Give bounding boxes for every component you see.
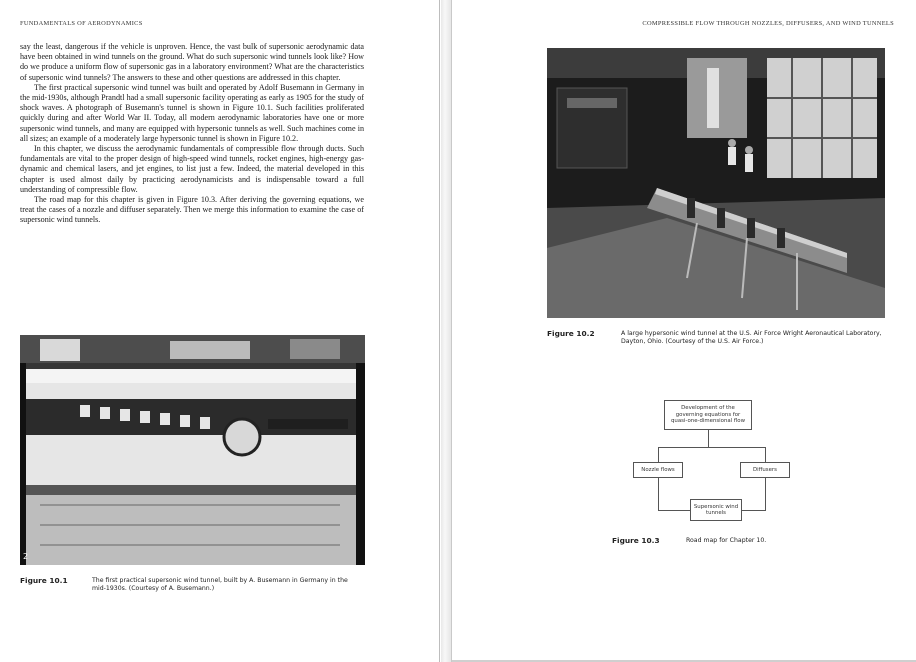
figure-10-2-caption xyxy=(547,330,885,350)
figure-10-2-photo xyxy=(547,48,885,318)
connector-line xyxy=(658,510,690,511)
figure-label: Figure 10.3 xyxy=(612,536,660,545)
road-map-diagram xyxy=(620,395,810,535)
figure-10-1-photo xyxy=(20,335,365,565)
caption-text: The first practical supersonic wind tunnel, built by A. Busemann in Germany in the mid-1930s. (Courtesy of A. Busemann.) xyxy=(92,577,348,592)
figure-label: Figure 10.1 xyxy=(20,576,68,585)
supersonic-wind-tunnels-box: Supersonic wind tunnels xyxy=(690,499,742,521)
svg-text:2: 2 xyxy=(23,552,29,561)
hypersonic-tunnel-image xyxy=(547,48,885,318)
figure-10-3-caption xyxy=(612,537,812,549)
body-text xyxy=(20,42,364,226)
caption-text: Road map for Chapter 10. xyxy=(686,537,767,544)
book-gutter xyxy=(441,0,452,662)
paragraph: In this chapter, we discuss the aerodynamic fundamentals of compressible flow through ducts. Such fundamentals are vital to the proper design of high-speed wind tunnels, rocket engines, high-energy gas-dynamic and chemical lasers, and jet engines, to list just a few. Indeed, the material developed in this chapter is used almost daily by practicing aerodynamicists and is indispensable toward a full understanding of compressible flow. xyxy=(20,144,364,194)
diffusers-box: Diffusers xyxy=(740,462,790,478)
paragraph: The road map for this chapter is given in Figure 10.3. After deriving the governing equations, we treat the cases of a nozzle and diffuser separately. Then we merge this information to examine the case of supersonic wind tunnels. xyxy=(20,195,364,225)
caption-text: A large hypersonic wind tunnel at the U.S. Air Force Wright Aeronautical Laboratory, Dayton, Ohio. (Courtesy of the U.S. Air Force.) xyxy=(621,330,882,345)
left-page xyxy=(0,0,440,662)
nozzle-flows-box: Nozzle flows xyxy=(633,462,683,478)
paragraph: The first practical supersonic wind tunnel was built and operated by Adolf Busemann in Germany in the mid-1930s, although Prandtl had a small supersonic facility operating as early as 1905 for the study of shock waves. A photograph of Busemann's tunnel is shown in Figure 10.1. Such facilities proliferated quickly during and after World War II. Today, all modern aerodynamic laboratories have one or more supersonic wind tunnels, and many are equipped with hypersonic tunnels as well. Such machines come in all sizes; an example of a moderately large hypersonic tunnel is shown in Figure 10.2. xyxy=(20,82,364,143)
connector-line xyxy=(658,447,765,448)
connector-line xyxy=(765,478,766,510)
connector-line xyxy=(658,478,659,510)
paragraph: say the least, dangerous if the vehicle is unproven. Hence, the vast bulk of supersonic aerodynamic data have been obtained in wind tunnels on the ground. What do such supersonic wind tunnels look like? How do we produce a uniform flow of supersonic gas in a laboratory environment? What are the characteristics of supersonic wind tunnels? The answers to these and other questions are addressed in this chapter. xyxy=(20,42,364,82)
busemann-tunnel-image xyxy=(20,335,365,565)
connector-line xyxy=(742,510,766,511)
running-head-left: FUNDAMENTALS OF AERODYNAMICS xyxy=(20,20,143,27)
figure-label: Figure 10.2 xyxy=(547,329,595,338)
governing-equations-box: Development of the governing equations for quasi-one-dimensional flow xyxy=(664,400,752,430)
figure-10-1-caption xyxy=(20,577,365,597)
connector-line xyxy=(708,430,709,447)
connector-line xyxy=(658,447,659,462)
connector-line xyxy=(765,447,766,462)
running-head-right: COMPRESSIBLE FLOW THROUGH NOZZLES, DIFFUSERS, AND WIND TUNNELS xyxy=(642,20,894,27)
